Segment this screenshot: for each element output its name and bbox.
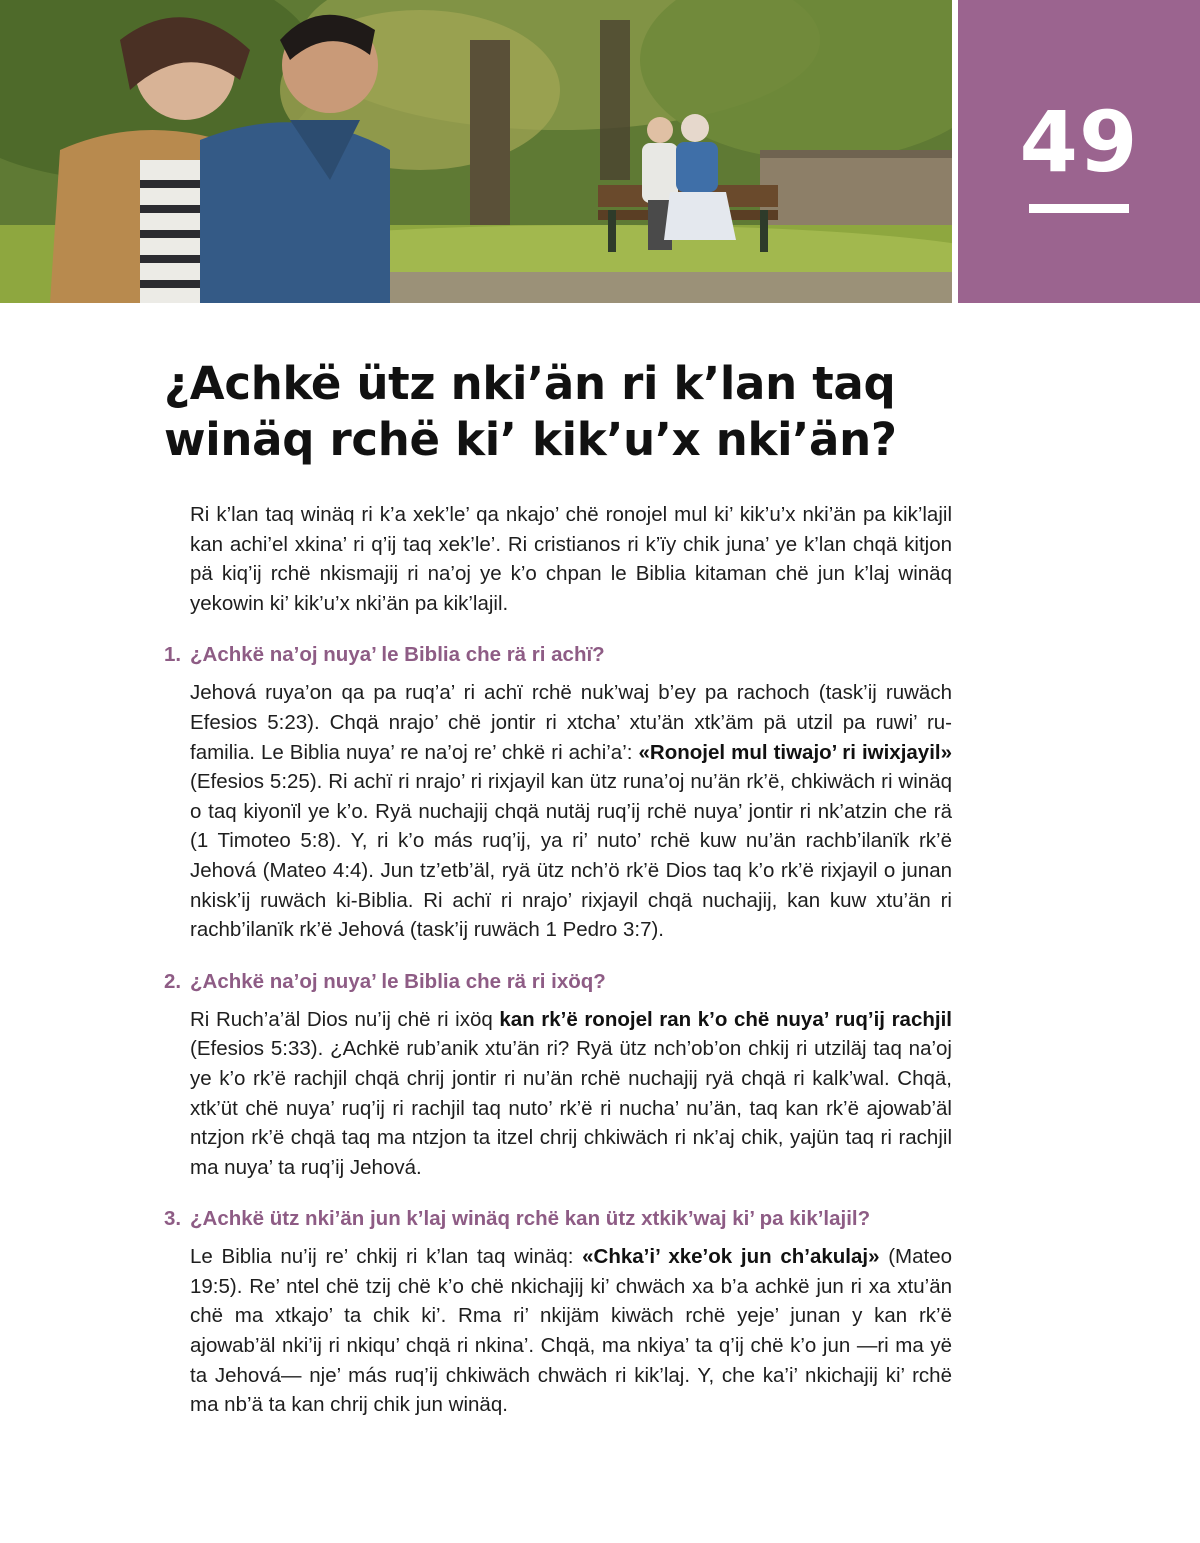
section-1-text-a: Jehová ruya’on qa pa ruq’a’ ri achï rchë nuk’waj b’ey pa rachoch (task’ij ruwäch Efesios 5:23). Chqä nrajo’ chë jontir ri xtcha’ xtu’än xtk’äm pä utzil pa ruwi’ ru-familia. Le Biblia nuya’ re na’oj re’ chkë ri achi’a’:	[190, 681, 952, 764]
section-2-paragraph	[190, 1005, 952, 1183]
section-1-question-text: ¿Achkë na’oj nuya’ le Biblia che rä ri achï?	[190, 643, 605, 667]
section-2-number: 2.	[164, 969, 182, 993]
section-2-bold-quote: kan rk’ë ronojel ran k’o chë nuya’ ruq’ij rachjil	[499, 1007, 952, 1031]
park-scene-illustration	[0, 0, 952, 303]
section-3-text-b: (Mateo 19:5). Re’ ntel chë tzij chë k’o chë nkichajij ki’ chwäch xa b’a achkë jun ri xa xtu’än chë ma xtkajo’ ta chik ki’. Rma ri’ nkijäm kiwäch rchë yeje’ junan y kan rk’ë ajowab’äl nki’ij ri nkiqu’ chqä ri nkina’. Chqä, ma nkiya’ ta q’ij chë k’o jun —ri ma yë ta Jehová— nje’ más ruq’ij chkiwäch chwäch ri kik’laj. Y, che ka’i’ nkichajij ki’ rchë ma nb’ä ta kan chrij chik jun winäq.	[190, 1245, 952, 1417]
section-3-number: 3.	[164, 1207, 182, 1231]
lesson-number-badge	[958, 0, 1200, 303]
article-body	[164, 500, 952, 1420]
section-2-question-text: ¿Achkë na’oj nuya’ le Biblia che rä ri ixöq?	[190, 969, 606, 993]
section-1-number: 1.	[164, 643, 182, 667]
header-photo	[0, 0, 952, 303]
section-2-question	[164, 969, 952, 995]
section-1-paragraph	[190, 678, 952, 944]
section-3-text-a: Le Biblia nu’ij re’ chkij ri k’lan taq winäq:	[190, 1245, 583, 1269]
intro-paragraph: Ri k’lan taq winäq ri k’a xek’le’ qa nkajo’ chë ronojel mul ki’ kik’u’x nki’än pa kik’lajil kan achi’el xkina’ ri q’ij taq xek’le’. Ri cristianos ri k’ïy chik juna’ ye k’lan chqä kitjon pä kiq’ij rchë nkismajij ri na’oj ye k’o chpan le Biblia kitaman chë jun k’laj winäq yekowin ki’ kik’u’x nki’än pa kik’lajil.	[190, 503, 952, 615]
section-2-text-b: (Efesios 5:33). ¿Achkë rub’anik xtu’än ri? Ryä ütz nch’ob’on chkij ri utziläj taq na’oj ye k’o rk’ë rachjil chqä chrij jontir ri nu’än rchë nuchajij ryä chqä ri kalk’wal. Chqä, xtk’üt chë nuya’ ruq’ij ri rachjil taq nuto’ rk’ë ri nucha’ nu’än, taq kan rk’ë ajowab’äl ntzjon rk’ë chqä taq ma ntzjon ta itzel chrij chkiwäch ri nk’aj chik, yajün taq ri rachjil ma nuya’ ta ruq’ij Jehová.	[190, 1037, 952, 1179]
section-2-text-a: Ri Ruch’a’äl Dios nu’ij chë ri ixöq	[190, 1007, 500, 1031]
title-line-2: winäq rchë ki’ kik’u’x nki’än?	[164, 413, 897, 466]
section-1-text-b: (Efesios 5:25). Ri achï ri nrajo’ ri rixjayil kan ütz runa’oj nu’än rk’ë, chkiwäch ri winäq o taq kiyonïl ye k’o. Ryä nuchajij chqä nutäj ruq’ij rchë nuya’ jontir ri nk’atzin che rä (1 Timoteo 5:8). Y, ri k’o más ruq’ij, ya ri’ nuto’ rchë kuw nu’än rachb’ilanïk rk’ë Jehová (Mateo 4:4). Jun tz’etb’äl, ryä ütz nch’ö rk’ë Dios taq k’o rk’ë rixjayil o junan nkisk’ij ruwäch ki-Biblia. Ri achï ri nrajo’ rixjayil chqä nuchajij, kan kuw xtu’än ri rachb’ilanïk rk’ë Jehová (task’ij ruwäch 1 Pedro 3:7).	[190, 770, 952, 942]
section-3-question	[164, 1206, 952, 1232]
section-1-bold-quote: «Ronojel mul tiwajo’ ri iwixjayil»	[638, 740, 952, 764]
title-line-1: ¿Achkë ütz nki’än ri k’lan taq	[164, 357, 896, 410]
section-3-bold-quote: «Chka’i’ xke’ok jun ch’akulaj»	[582, 1245, 880, 1269]
section-3-question-text: ¿Achkë ütz nki’än jun k’laj winäq rchë kan ütz xtkik’waj ki’ pa kik’lajil?	[190, 1207, 871, 1231]
badge-underline	[1029, 204, 1129, 213]
section-1-question	[164, 642, 952, 668]
page-title	[164, 356, 1064, 468]
section-3-paragraph	[190, 1242, 952, 1420]
lesson-number: 49	[1019, 93, 1139, 191]
